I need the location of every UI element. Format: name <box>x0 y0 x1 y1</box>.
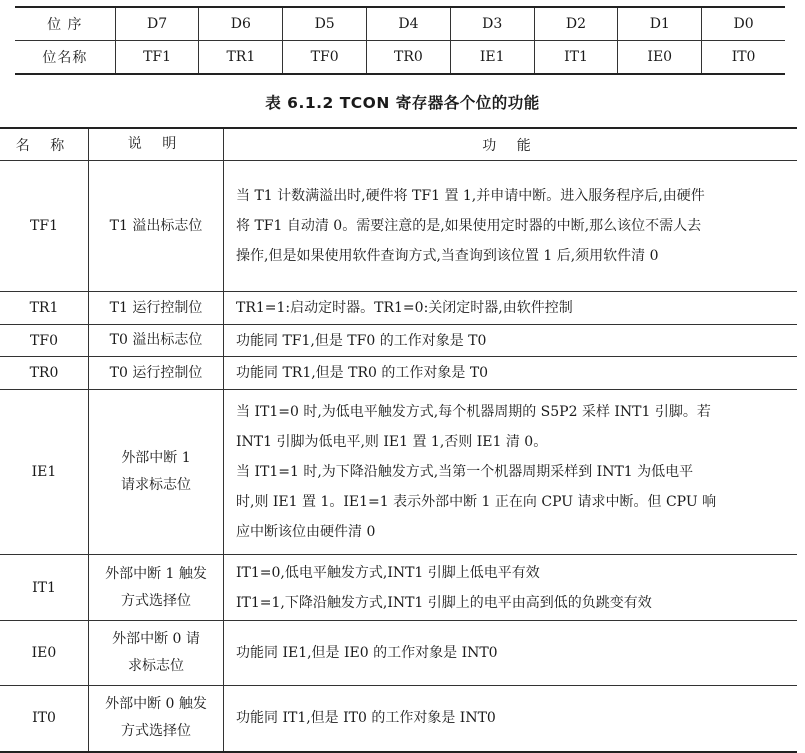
table-row <box>0 292 797 325</box>
table-row <box>0 555 797 621</box>
func-cell <box>224 325 798 357</box>
bit-name: TR0 <box>367 41 451 75</box>
bit-name-cell: IE0 <box>0 621 89 686</box>
table-caption: 表 6.1.2 TCON 寄存器各个位的功能 <box>265 94 540 112</box>
bit-position: D2 <box>534 7 618 41</box>
bit-name: IE0 <box>618 41 702 75</box>
func-line: IT1=0,低电平触发方式,INT1 引脚上低电平有效 <box>236 564 540 581</box>
func-line: 功能同 TR1,但是 TR0 的工作对象是 T0 <box>236 365 489 381</box>
desc-line: T0 运行控制位 <box>109 364 203 381</box>
bit-name: IT0 <box>702 41 785 75</box>
desc-line: 方式选择位 <box>121 592 191 609</box>
header-name: 名 称 <box>0 128 89 161</box>
desc-line: 外部中断 1 <box>121 450 191 466</box>
desc-cell <box>89 161 224 292</box>
func-cell <box>224 357 798 390</box>
desc-cell <box>89 621 224 686</box>
func-cell <box>224 686 798 752</box>
bit-position: D5 <box>283 7 367 41</box>
bit-name: TR1 <box>199 41 283 75</box>
row-label-name: 位名称 <box>42 50 88 66</box>
desc-cell <box>89 390 224 555</box>
bit-position: D1 <box>618 7 702 41</box>
func-cell <box>224 390 798 555</box>
bit-name-cell: IT1 <box>0 555 89 621</box>
func-line: 当 IT1=1 时,为下降沿触发方式,当第一个机器周期采样到 INT1 为低电平 <box>236 464 694 480</box>
bit-position: D7 <box>115 7 199 41</box>
bit-position: D0 <box>702 7 785 41</box>
bit-position: D6 <box>199 7 283 41</box>
header-row <box>0 128 797 161</box>
bit-name-cell: TR0 <box>0 357 89 390</box>
desc-line: 求标志位 <box>128 658 184 674</box>
desc-line: 请求标志位 <box>121 477 191 493</box>
func-line: TR1=1:启动定时器。TR1=0:关闭定时器,由软件控制 <box>236 300 573 316</box>
table-row <box>0 621 797 686</box>
bit-name-cell: IE1 <box>0 390 89 555</box>
desc-cell <box>89 555 224 621</box>
desc-cell <box>89 292 224 325</box>
func-line: 当 T1 计数满溢出时,硬件将 TF1 置 1,并申请中断。进入服务程序后,由硬件 <box>236 188 705 204</box>
func-line: INT1 引脚为低电平,则 IE1 置 1,否则 IE1 清 0。 <box>236 434 548 450</box>
row-label-position: 位 序 <box>15 7 115 41</box>
table-row <box>0 325 797 357</box>
header-func: 功 能 <box>224 128 798 161</box>
table-row <box>0 161 797 292</box>
bit-name: TF0 <box>283 41 367 75</box>
table-row <box>0 390 797 555</box>
header-desc: 说 明 <box>89 128 224 161</box>
desc-cell <box>89 357 224 390</box>
bit-name: IT1 <box>534 41 618 75</box>
bit-position: D4 <box>367 7 451 41</box>
bit-name-cell: IT0 <box>32 710 56 727</box>
desc-line: 外部中断 1 触发 <box>105 565 207 582</box>
func-line: 功能同 TF1,但是 TF0 的工作对象是 T0 <box>236 332 487 349</box>
bit-name: TF1 <box>115 41 199 75</box>
tcon-bit-layout-table <box>15 6 785 75</box>
func-cell <box>224 555 798 621</box>
func-line: 时,则 IE1 置 1。IE1=1 表示外部中断 1 正在向 CPU 请求中断。但 CPU 响 <box>236 494 717 510</box>
func-line: 功能同 IT1,但是 IT0 的工作对象是 INT0 <box>236 710 496 727</box>
desc-line: 外部中断 0 请 <box>112 631 200 647</box>
desc-line: T1 运行控制位 <box>109 299 203 316</box>
desc-line: T1 溢出标志位 <box>109 217 203 234</box>
desc-cell <box>89 686 224 752</box>
func-line: 将 TF1 自动清 0。需要注意的是,如果使用定时器的中断,那么该位不需人去 <box>236 218 702 234</box>
bit-name-cell: TF0 <box>0 325 89 357</box>
tcon-function-table <box>0 127 797 753</box>
func-line: 操作,但是如果使用软件查询方式,当查询到该位置 1 后,须用软件清 0 <box>236 248 659 264</box>
bit-name-row <box>15 41 785 75</box>
desc-line: T0 溢出标志位 <box>109 332 203 348</box>
func-line: IT1=1,下降沿触发方式,INT1 引脚上的电平由高到低的负跳变有效 <box>236 594 652 611</box>
func-cell <box>224 621 798 686</box>
table-row <box>0 357 797 390</box>
func-line: 功能同 IE1,但是 IE0 的工作对象是 INT0 <box>236 645 498 661</box>
func-cell <box>224 161 798 292</box>
desc-cell <box>89 325 224 357</box>
desc-line: 方式选择位 <box>121 723 191 740</box>
func-line: 当 IT1=0 时,为低电平触发方式,每个机器周期的 S5P2 采样 INT1 引脚。若 <box>236 404 711 420</box>
bit-name-cell: TR1 <box>0 292 89 325</box>
desc-line: 外部中断 0 触发 <box>105 696 207 713</box>
table-row <box>0 686 797 752</box>
bit-name: IE1 <box>450 41 534 75</box>
bit-name-cell: TF1 <box>0 161 89 292</box>
func-line: 应中断该位由硬件清 0 <box>236 524 376 540</box>
func-cell <box>224 292 798 325</box>
bit-position-row <box>15 7 785 41</box>
bit-position: D3 <box>450 7 534 41</box>
